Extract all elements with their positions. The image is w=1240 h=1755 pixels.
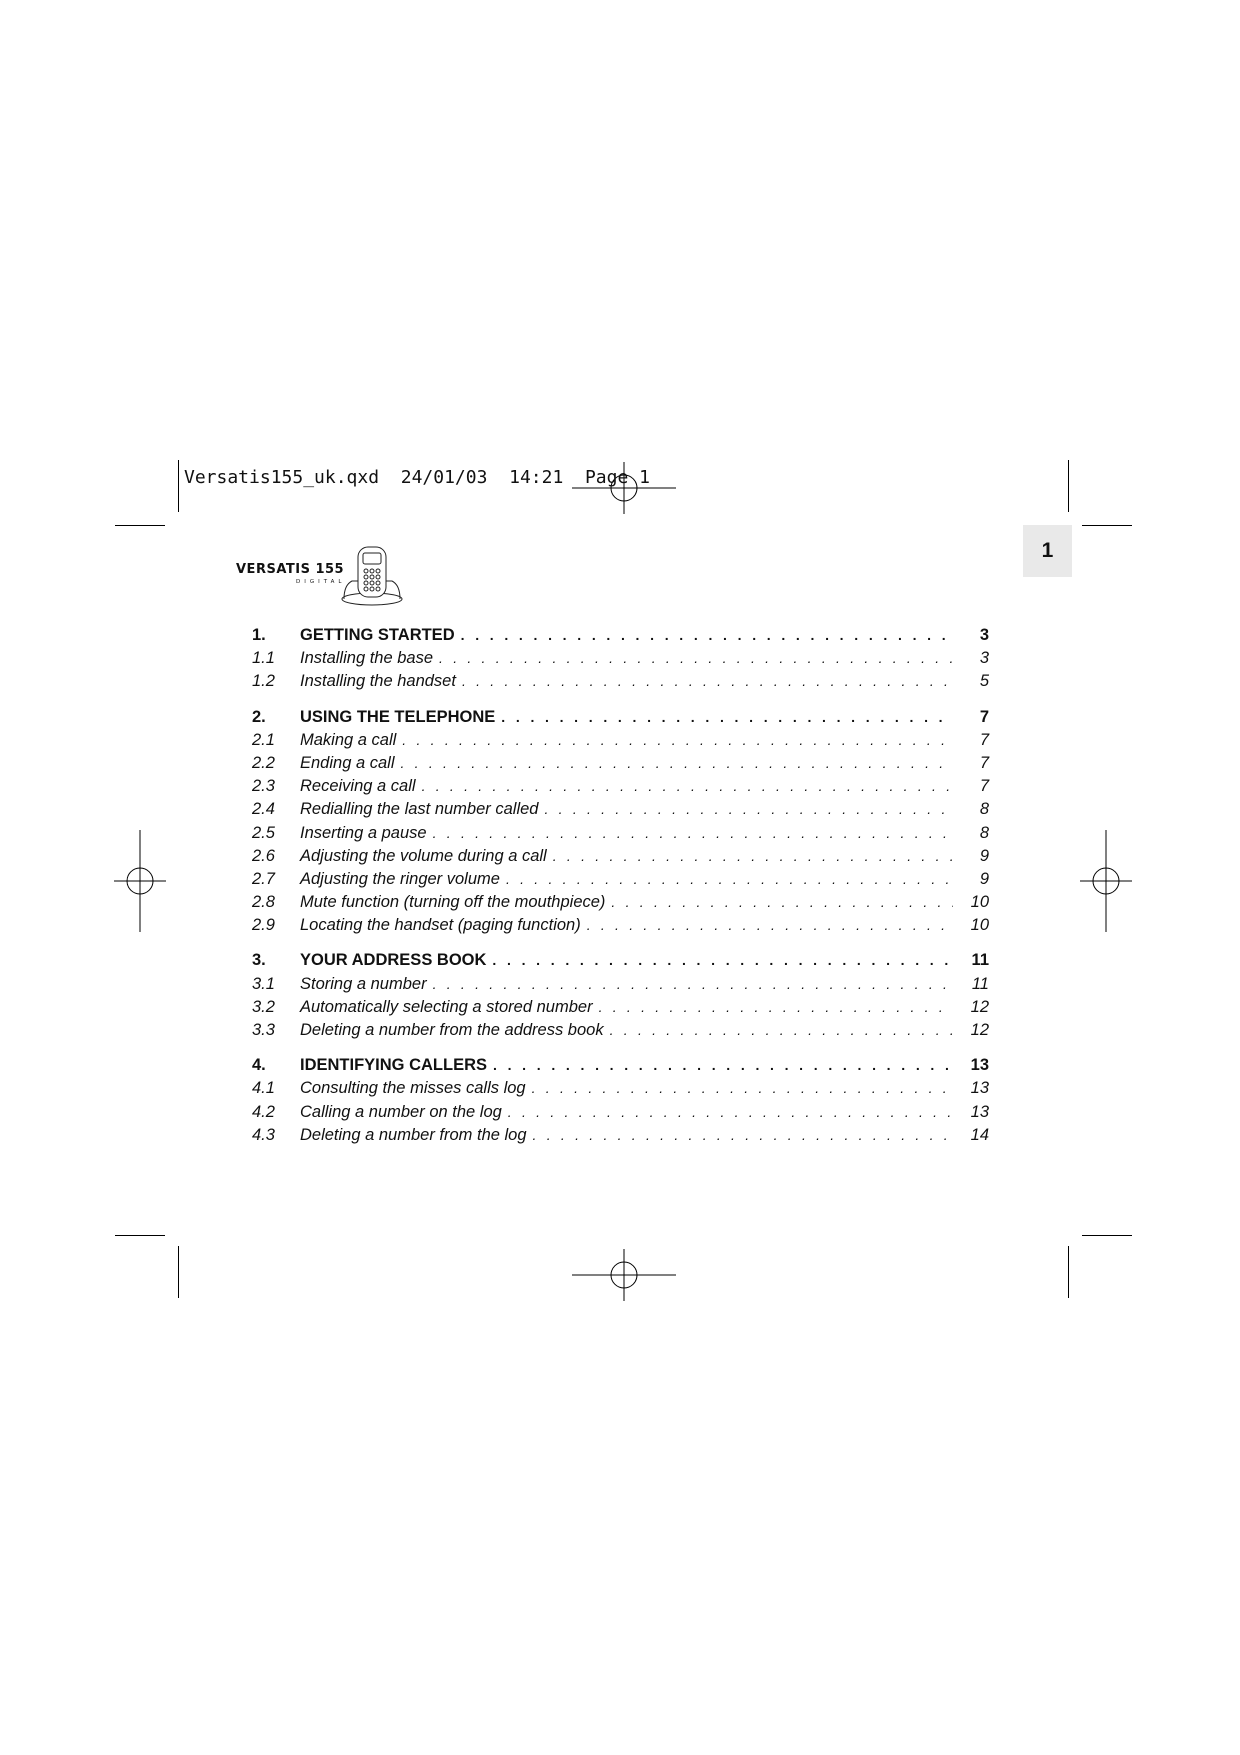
toc-item-page: 13: [970, 1079, 989, 1098]
toc-item-number: 2.3: [252, 777, 275, 796]
toc-item-row[interactable]: [252, 845, 989, 868]
toc-item-number: 3.1: [252, 974, 275, 993]
toc-item-row[interactable]: [252, 775, 989, 798]
toc-item-page: 10: [970, 893, 989, 912]
toc-item-number: 4.3: [252, 1125, 275, 1144]
toc-item-page: 13: [970, 1102, 989, 1121]
toc-item-page: 3: [979, 649, 989, 668]
toc-section-number: 4.: [252, 1056, 266, 1075]
toc-item-row[interactable]: [252, 1019, 989, 1042]
toc-item-page: 7: [979, 753, 989, 772]
toc-item-title: Consulting the misses calls log: [300, 1079, 526, 1098]
toc-item-number: 2.4: [252, 800, 275, 819]
toc-item-number: 1.2: [252, 672, 275, 691]
toc-item-title: Redialling the last number called: [300, 800, 539, 819]
toc-item-number: 2.7: [252, 869, 275, 888]
toc-dot-leader: [439, 647, 953, 670]
toc-item-row[interactable]: [252, 914, 989, 937]
toc-item-page: 12: [970, 1021, 989, 1039]
toc-item-page: 9: [979, 869, 989, 888]
toc-dot-leader: [402, 729, 953, 752]
toc-dot-leader: [553, 845, 953, 868]
toc-dot-leader: [433, 973, 953, 996]
toc-section-row[interactable]: [252, 949, 989, 972]
toc-dot-leader: [433, 822, 953, 845]
toc-section-page: 7: [979, 707, 989, 726]
toc-dot-leader: [422, 775, 953, 798]
toc-item-number: 4.1: [252, 1079, 275, 1098]
toc-item-row[interactable]: [252, 752, 989, 775]
crop-mark: [1068, 460, 1069, 512]
toc-dot-leader: [462, 670, 953, 693]
toc-dot-leader: [400, 752, 953, 775]
page-number: 1: [1041, 539, 1054, 562]
page-number-tab: [1023, 525, 1072, 577]
toc-item-title: Storing a number: [300, 974, 427, 993]
toc-item-title: Ending a call: [300, 753, 395, 772]
toc-item-row[interactable]: [252, 891, 989, 914]
toc-dot-leader: [461, 624, 953, 647]
toc-section-row[interactable]: [252, 1054, 989, 1077]
toc-item-row[interactable]: [252, 729, 989, 752]
toc-item-number: 1.1: [252, 649, 275, 668]
toc-section-title: GETTING STARTED: [300, 626, 455, 644]
toc-item-title: Adjusting the volume during a call: [300, 846, 547, 865]
toc-item-row[interactable]: [252, 798, 989, 821]
toc-section-number: 2.: [252, 707, 266, 726]
logo-sub: DIGITAL: [296, 579, 346, 585]
toc-item-row[interactable]: [252, 647, 989, 670]
toc-item-page: 8: [979, 823, 989, 842]
crop-mark: [1082, 525, 1132, 526]
toc-section-title: IDENTIFYING CALLERS: [300, 1056, 488, 1075]
toc-item-page: 10: [970, 916, 989, 935]
toc-item-title: Deleting a number from the log: [300, 1125, 527, 1144]
toc-dot-leader: [532, 1077, 953, 1100]
toc-item-number: 2.9: [252, 916, 275, 935]
toc-section-row[interactable]: [252, 706, 989, 729]
toc-item-page: 11: [971, 974, 989, 993]
toc-item-title: Receiving a call: [300, 777, 416, 796]
toc-section-number: 1.: [252, 626, 266, 644]
toc-section-title: YOUR ADDRESS BOOK: [300, 951, 487, 970]
toc-item-title: Deleting a number from the address book: [300, 1021, 604, 1039]
toc-dot-leader: [587, 914, 953, 937]
toc-item-number: 4.2: [252, 1102, 275, 1121]
toc-item-number: 2.1: [252, 730, 275, 749]
toc-item-row[interactable]: [252, 996, 989, 1019]
toc-item-number: 3.2: [252, 997, 275, 1016]
toc-item-page: 8: [979, 800, 989, 819]
table-of-contents: [252, 624, 989, 1147]
toc-item-page: 9: [979, 846, 989, 865]
toc-item-row[interactable]: [252, 1124, 989, 1147]
toc-item-title: Inserting a pause: [300, 823, 427, 842]
toc-dot-leader: [501, 706, 953, 729]
toc-item-number: 2.6: [252, 846, 275, 865]
crop-mark: [178, 1246, 179, 1298]
toc-item-number: 2.5: [252, 823, 275, 842]
toc-item-row[interactable]: [252, 1101, 989, 1124]
registration-mark-icon: [572, 1249, 676, 1301]
toc-item-title: Installing the base: [300, 649, 434, 668]
toc-item-title: Calling a number on the log: [300, 1102, 502, 1121]
toc-item-row[interactable]: [252, 1077, 989, 1100]
toc-item-title: Locating the handset (paging function): [300, 916, 581, 935]
toc-item-page: 7: [979, 777, 989, 796]
toc-item-page: 7: [979, 730, 989, 749]
toc-dot-leader: [506, 868, 953, 891]
toc-item-row[interactable]: [252, 822, 989, 845]
crop-mark: [178, 460, 179, 512]
toc-item-row[interactable]: [252, 973, 989, 996]
toc-section-page: 11: [971, 951, 989, 970]
toc-dot-leader: [611, 891, 953, 914]
toc-item-title: Automatically selecting a stored number: [300, 997, 593, 1016]
toc-section-page: 3: [979, 626, 989, 644]
toc-item-title: Adjusting the ringer volume: [300, 869, 500, 888]
toc-dot-leader: [493, 1054, 953, 1077]
toc-section-row[interactable]: [252, 624, 989, 647]
toc-item-page: 14: [970, 1125, 989, 1144]
registration-mark-icon: [1080, 830, 1132, 932]
toc-dot-leader: [508, 1101, 953, 1124]
registration-mark-icon: [114, 830, 166, 932]
toc-item-page: 5: [979, 672, 989, 691]
toc-item-title: Mute function (turning off the mouthpiece): [300, 893, 606, 912]
toc-section-title: USING THE TELEPHONE: [300, 707, 496, 726]
toc-item-row[interactable]: [252, 868, 989, 891]
crop-mark: [1082, 1235, 1132, 1236]
toc-item-number: 3.3: [252, 1021, 275, 1039]
crop-mark: [115, 525, 165, 526]
logo-brand: VERSATIS 155: [236, 562, 345, 577]
toc-dot-leader: [492, 949, 953, 972]
toc-dot-leader: [533, 1124, 953, 1147]
print-slug: Versatis155_uk.qxd 24/01/03 14:21 Page 1: [184, 467, 650, 488]
toc-item-page: 12: [970, 997, 989, 1016]
crop-mark: [1068, 1246, 1069, 1298]
toc-item-row[interactable]: [252, 670, 989, 693]
toc-item-number: 2.8: [252, 893, 275, 912]
crop-mark: [115, 1235, 165, 1236]
phone-logo-icon: [236, 545, 406, 607]
product-logo: [236, 545, 406, 612]
toc-item-number: 2.2: [252, 753, 275, 772]
toc-section-number: 3.: [252, 951, 266, 970]
toc-dot-leader: [599, 996, 953, 1019]
toc-dot-leader: [610, 1019, 953, 1042]
toc-section-page: 13: [970, 1056, 989, 1075]
toc-item-title: Installing the handset: [300, 672, 456, 691]
toc-item-title: Making a call: [300, 730, 397, 749]
toc-dot-leader: [544, 798, 953, 821]
